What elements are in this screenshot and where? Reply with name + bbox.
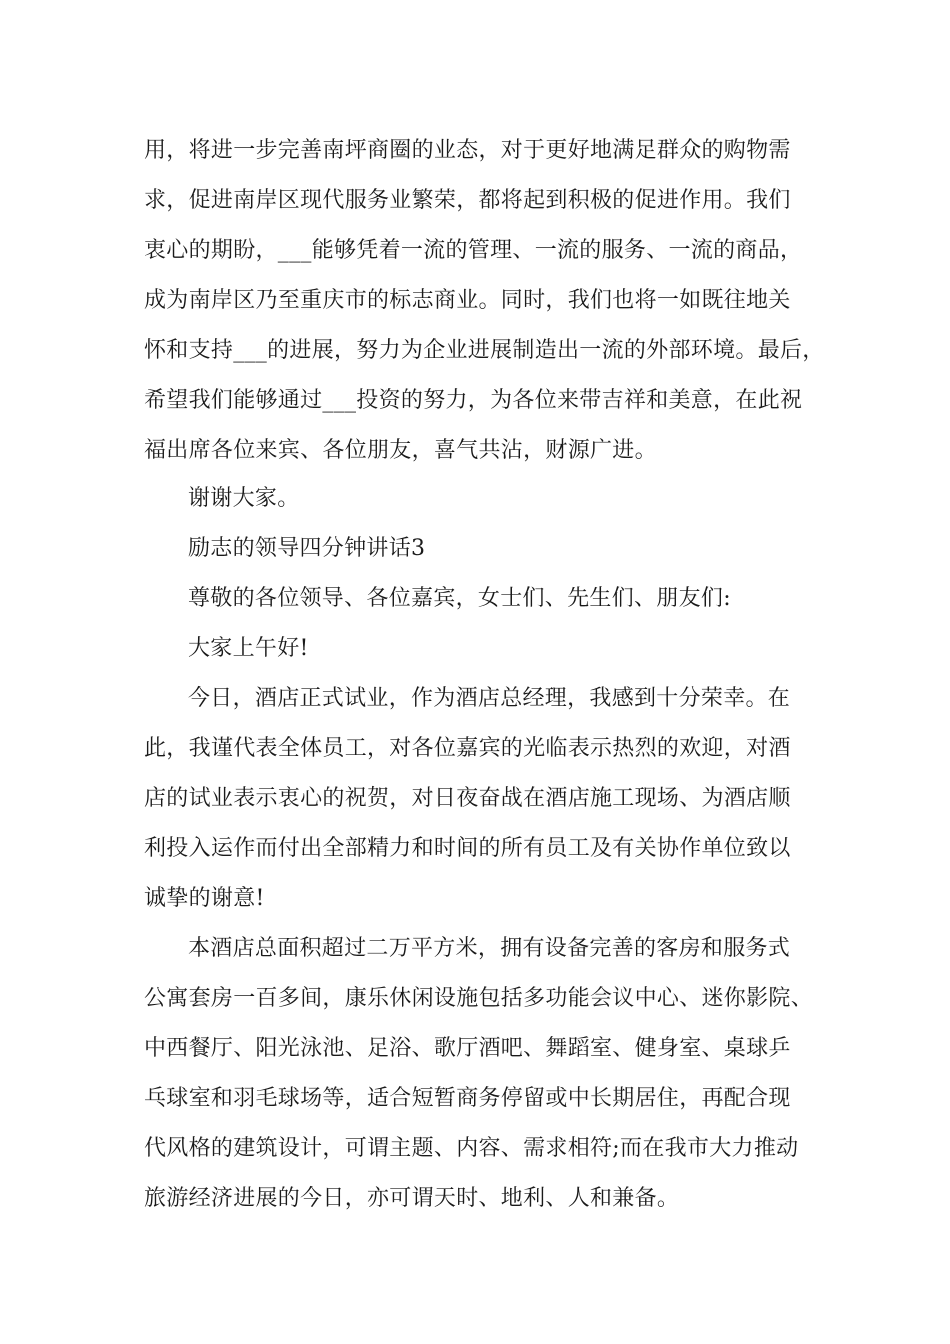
text-line: 求，促进南岸区现代服务业繁荣，都将起到积极的促进作用。我们 [144, 188, 791, 213]
text-line: 用，将进一步完善南坪商圈的业态，对于更好地满足群众的购物需 [144, 138, 791, 163]
text-line: 诚挚的谢意! [144, 886, 265, 911]
text-line: 店的试业表示衷心的祝贺，对日夜奋战在酒店施工现场、为酒店顺 [144, 786, 791, 811]
text-line: 怀和支持___的进展，努力为企业进展制造出一流的外部环境。最后， [144, 338, 825, 363]
text-line: 公寓套房一百多间，康乐休闲设施包括多功能会议中心、迷你影院、 [144, 986, 814, 1011]
text-line: 衷心的期盼，___能够凭着一流的管理、一流的服务、一流的商品， [144, 238, 803, 263]
text-line: 旅游经济进展的今日，亦可谓天时、地利、人和兼备。 [144, 1186, 680, 1211]
closing-line: 谢谢大家。 [188, 486, 300, 511]
text-line: 今日，酒店正式试业，作为酒店总经理，我感到十分荣幸。在 [188, 686, 791, 711]
text-line: 成为南岸区乃至重庆市的标志商业。同时，我们也将一如既往地关 [144, 288, 791, 313]
salutation: 尊敬的各位领导、各位嘉宾，女士们、先生们、朋友们: [188, 586, 731, 611]
text-line: 此，我谨代表全体员工，对各位嘉宾的光临表示热烈的欢迎，对酒 [144, 736, 791, 761]
text-line: 本酒店总面积超过二万平方米，拥有设备完善的客房和服务式 [188, 936, 791, 961]
text-line: 中西餐厅、阳光泳池、足浴、歌厅酒吧、舞蹈室、健身室、桌球乒 [144, 1036, 791, 1061]
text-line: 乓球室和羽毛球场等，适合短暂商务停留或中长期居住，再配合现 [144, 1086, 791, 1111]
text-line: 希望我们能够通过___投资的努力，为各位来带吉祥和美意，在此祝 [144, 388, 803, 413]
text-line: 利投入运作而付出全部精力和时间的所有员工及有关协作单位致以 [144, 836, 791, 861]
section-title: 励志的领导四分钟讲话3 [188, 536, 426, 561]
text-line: 代风格的建筑设计，可谓主题、内容、需求相符;而在我市大力推动 [144, 1136, 799, 1161]
greeting: 大家上午好! [188, 636, 309, 661]
text-line: 福出席各位来宾、各位朋友，喜气共沾，财源广进。 [144, 438, 657, 463]
